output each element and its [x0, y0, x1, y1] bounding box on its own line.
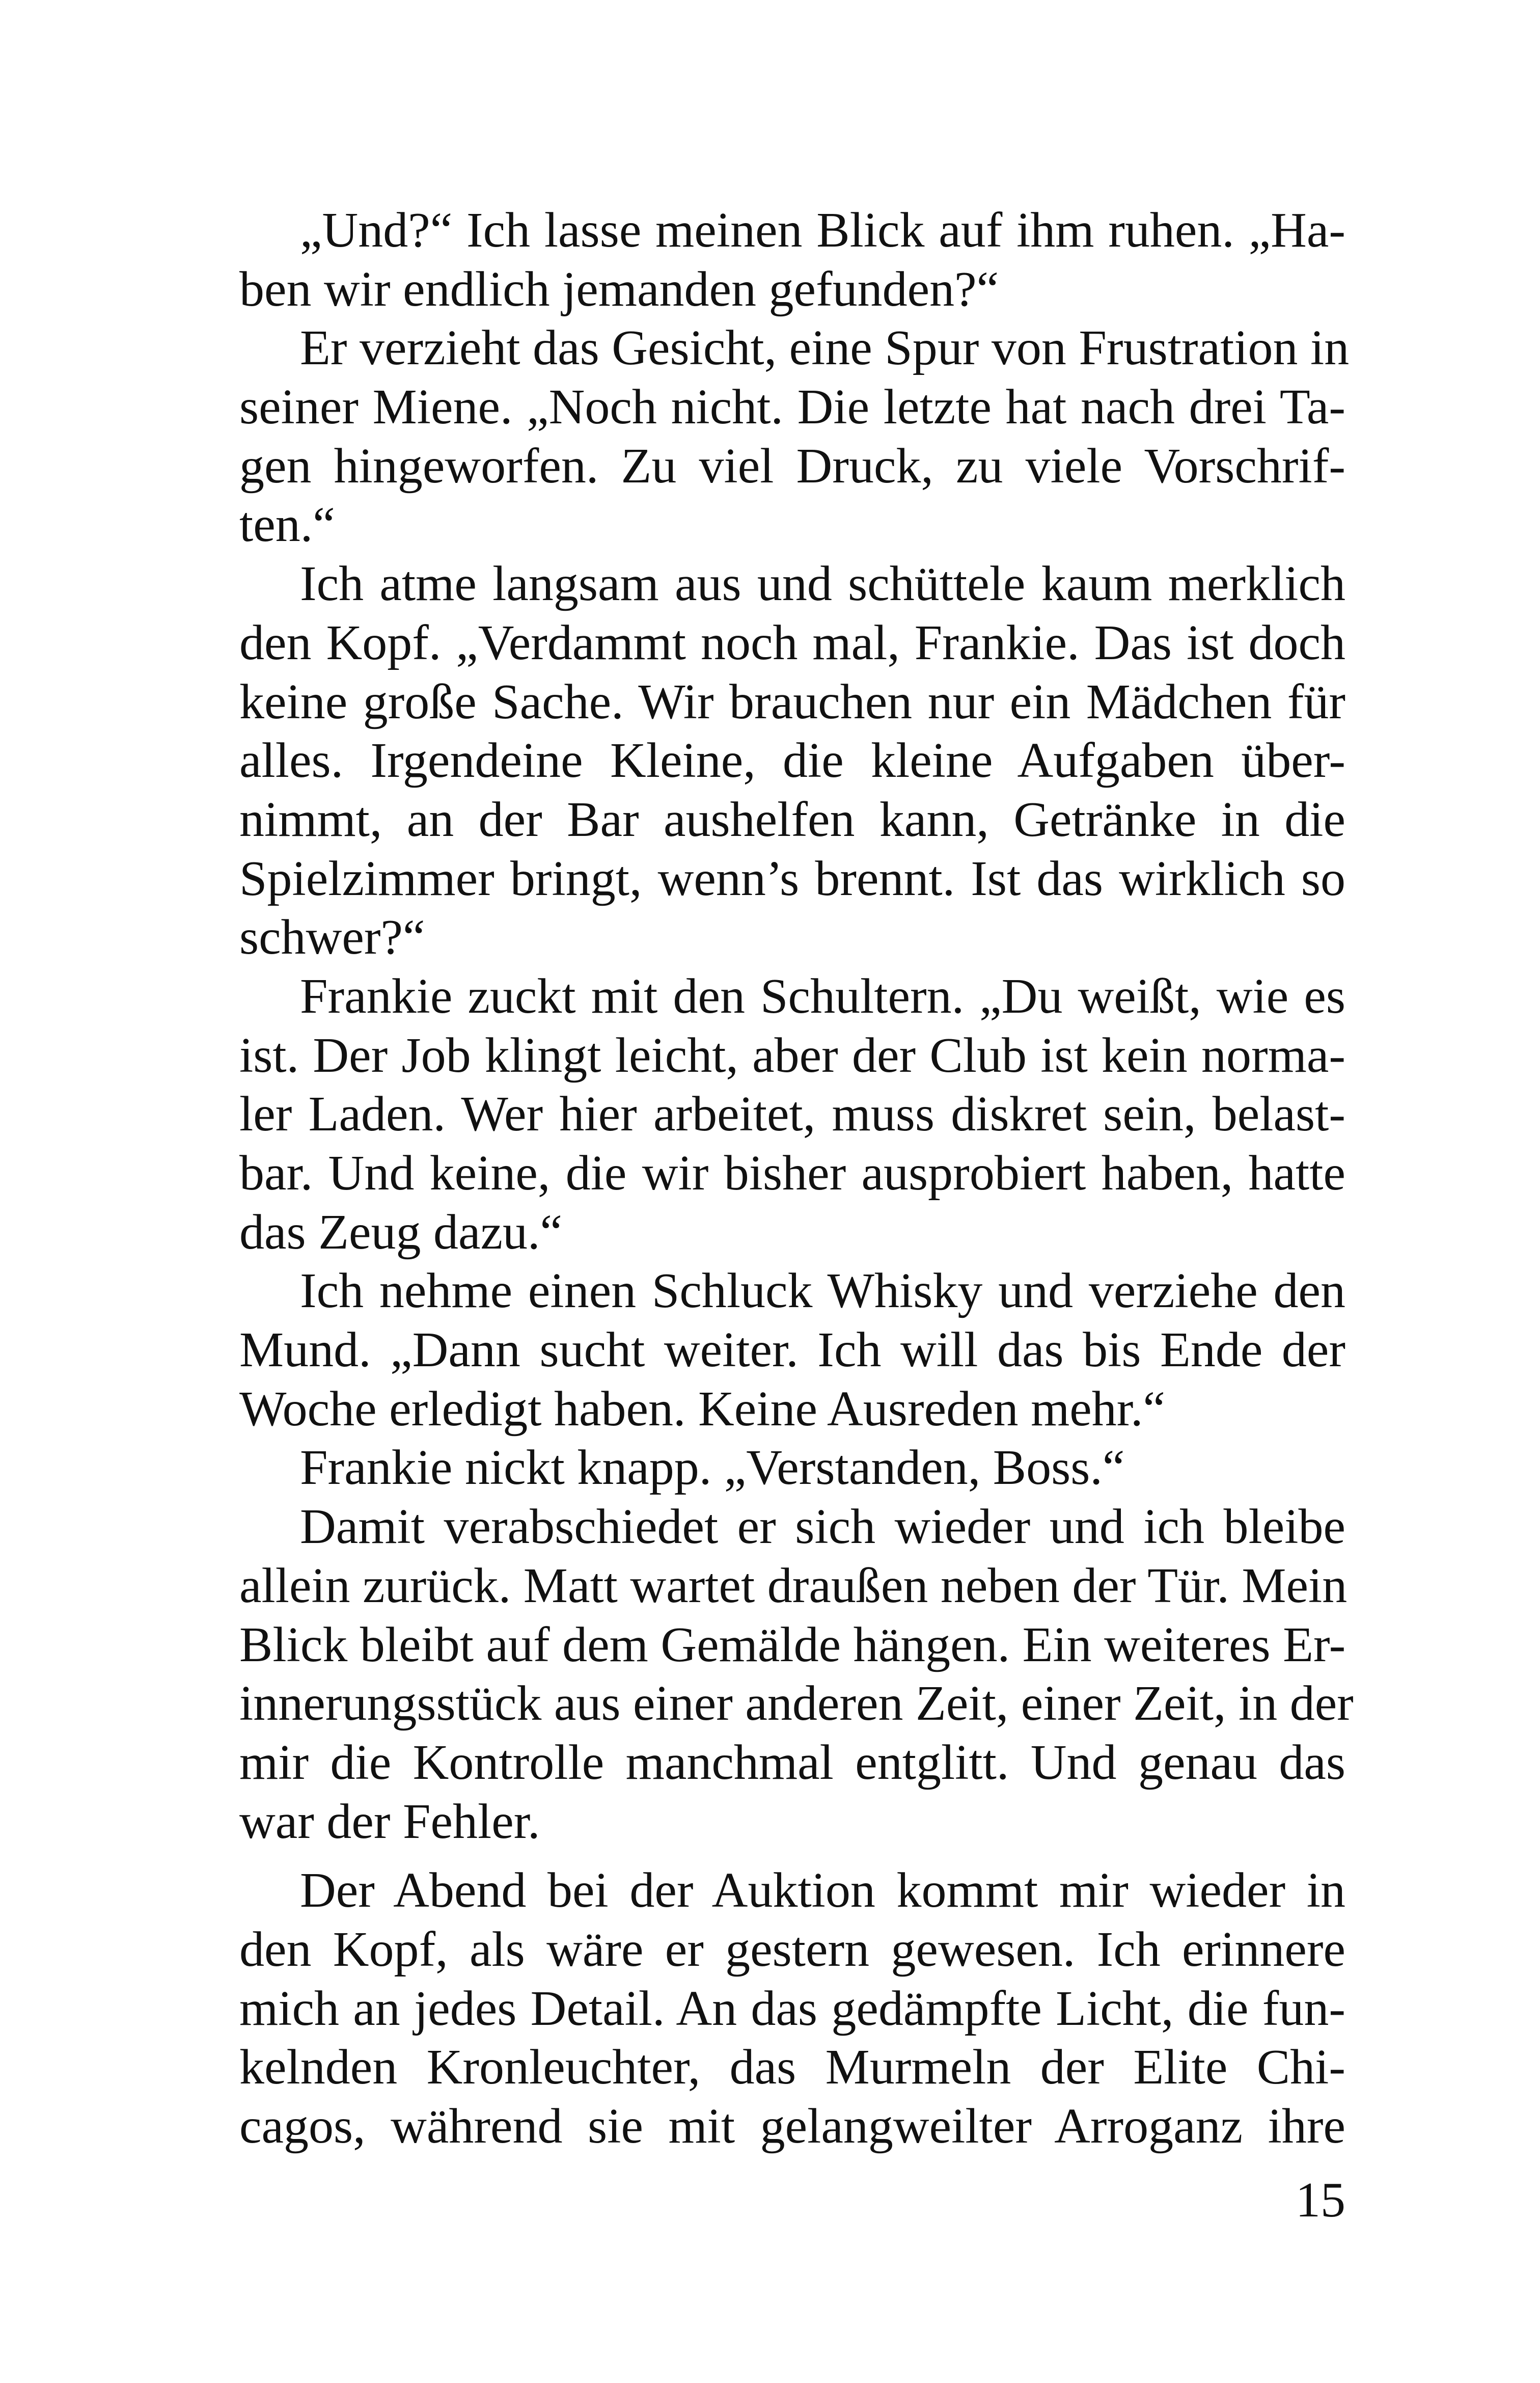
text-line: Er verzieht das Gesicht, eine Spur von Frustration in: [300, 320, 1350, 376]
text-line: alles. Irgendeine Kleine, die kleine Aufgaben über-: [239, 733, 1345, 789]
text-line: ler Laden. Wer hier arbeitet, muss diskret sein, belast-: [239, 1087, 1345, 1142]
text-line: cagos, während sie mit gelangweilter Arroganz ihre: [239, 2099, 1345, 2154]
text-line: war der Fehler.: [239, 1794, 540, 1849]
text-line: das Zeug dazu.“: [239, 1204, 562, 1260]
text-line: seiner Miene. „Noch nicht. Die letzte hat nach drei Ta-: [239, 380, 1345, 435]
text-line: Frankie nickt knapp. „Verstanden, Boss.“: [300, 1440, 1125, 1496]
text-line: den Kopf, als wäre er gestern gewesen. Ich erinnere: [239, 1921, 1345, 1977]
text-line: Ich atme langsam aus und schüttele kaum merklich: [300, 556, 1345, 612]
text-line: keine große Sache. Wir brauchen nur ein Mädchen für: [239, 674, 1345, 729]
text-line: ben wir endlich jemanden gefunden?“: [239, 261, 999, 317]
text-line: allein zurück. Matt wartet draußen neben der Tür. Mein: [239, 1558, 1348, 1613]
text-line: Blick bleibt auf dem Gemälde hängen. Ein weiteres Er-: [239, 1617, 1346, 1672]
text-line: Woche erledigt haben. Keine Ausreden mehr.“: [239, 1381, 1166, 1437]
text-line: den Kopf. „Verdammt noch mal, Frankie. Das ist doch: [239, 615, 1345, 670]
text-line: Mund. „Dann sucht weiter. Ich will das bis Ende der: [239, 1322, 1345, 1378]
text-line: ten.“: [239, 497, 335, 553]
text-line: gen hingeworfen. Zu viel Druck, zu viele Vorschrif-: [239, 438, 1345, 494]
text-line: mir die Kontrolle manchmal entglitt. Und genau das: [239, 1735, 1345, 1790]
text-line: Ich nehme einen Schluck Whisky und verziehe den: [300, 1263, 1345, 1319]
text-line: Damit verabschiedet er sich wieder und ich bleibe: [300, 1499, 1345, 1555]
text-line: bar. Und keine, die wir bisher ausprobiert haben, hatte: [239, 1146, 1345, 1201]
text-line: mich an jedes Detail. An das gedämpfte Licht, die fun-: [239, 1981, 1345, 2036]
text-line: „Und?“ Ich lasse meinen Blick auf ihm ruhen. „Ha-: [300, 203, 1345, 258]
text-line: Frankie zuckt mit den Schultern. „Du weißt, wie es: [300, 968, 1345, 1024]
text-line: Der Abend bei der Auktion kommt mir wieder in: [300, 1863, 1345, 1918]
paragraph-gap: [239, 1851, 1345, 1861]
text-line: innerungsstück aus einer anderen Zeit, einer Zeit, in der: [239, 1676, 1354, 1731]
text-line: kelnden Kronleuchter, das Murmeln der Elite Chi-: [239, 2040, 1345, 2095]
text-line: nimmt, an der Bar aushelfen kann, Getränke in die: [239, 792, 1345, 847]
page-number: 15: [1296, 2173, 1345, 2228]
text-line: Spielzimmer bringt, wenn’s brennt. Ist das wirklich so: [239, 851, 1345, 906]
text-line: ist. Der Job klingt leicht, aber der Club ist kein norma-: [239, 1027, 1345, 1083]
body-text: [239, 201, 1354, 2156]
text-line: schwer?“: [239, 910, 425, 965]
